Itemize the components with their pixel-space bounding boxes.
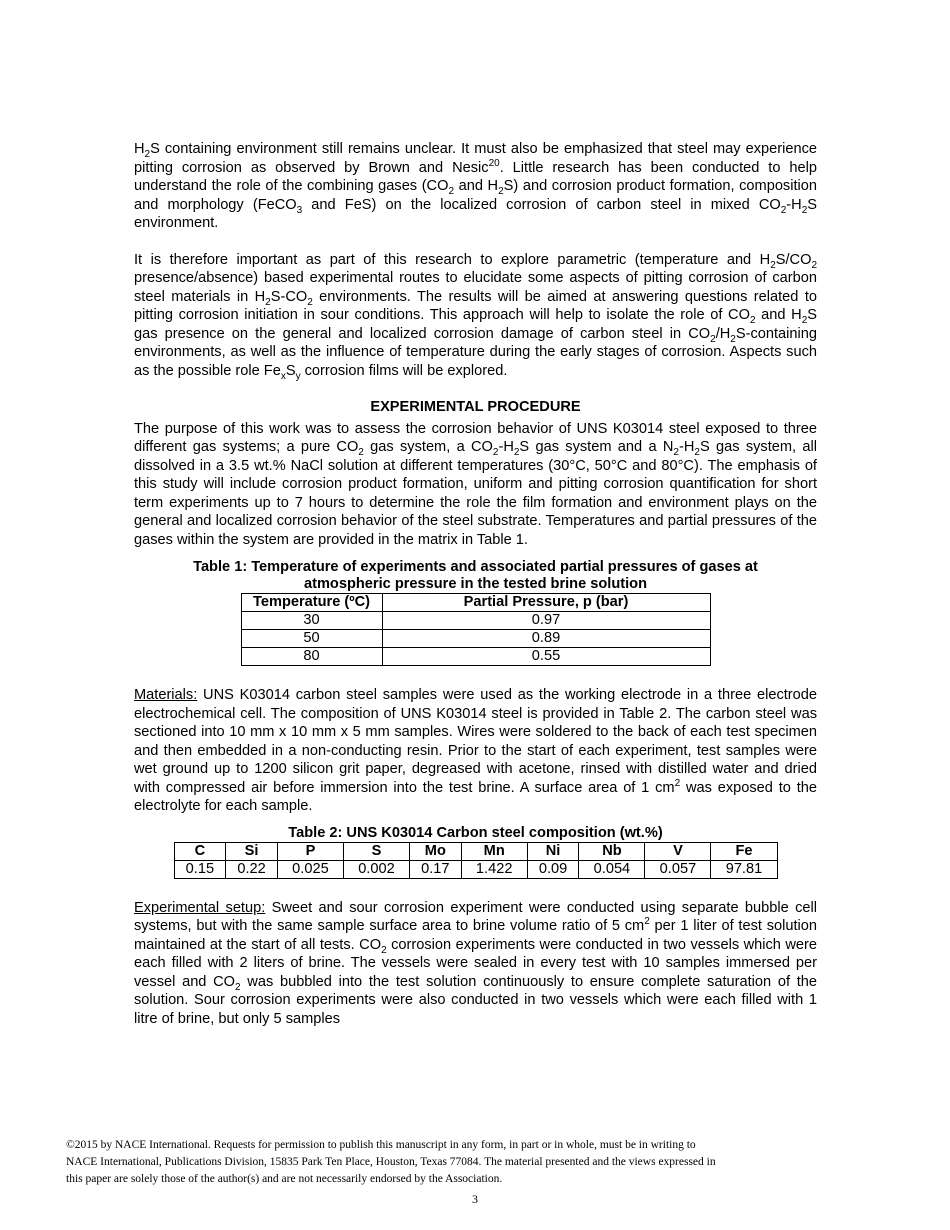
table-row: 0.15 0.22 0.025 0.002 0.17 1.422 0.09 0.054 0.057 97.81 bbox=[174, 860, 777, 878]
paragraph-procedure: The purpose of this work was to assess the corrosion behavior of UNS K03014 steel exposed to three different gas systems; a pure $CO_2$ gas system, a $CO_2-H_2S$ gas system and a $N_2-H_2S$ gas system, all dissolved in a 3.5 wt.% NaCl solution at different temperatures (30°C, 50°C and 80°C). The emphasis of this study will include corrosion product formation, uniform and pitting corrosion quantification for short term experiments up to 7 hours to determine the role the film formation and environment plays on the general and localized corrosion behavior of the steel substrate. Temperatures and partial pressures of the gases within the system are provided in the matrix in Table 1. bbox=[134, 420, 817, 548]
materials-label: Materials: bbox=[134, 687, 198, 703]
table2-caption: Table 2: UNS K03014 Carbon steel composition (wt.%) bbox=[288, 824, 663, 841]
table-temperature-pressure bbox=[241, 593, 711, 666]
table1-caption: Table 1: Temperature of experiments and associated partial pressures of gases at atmospheric pressure in the tested brine solution bbox=[193, 559, 758, 592]
paragraph-intro-continued: $H_2S$ containing environment still remains unclear. It must also be emphasized that steel may experience pitting corrosion as observed by Brown and Nesic$^{20}$. Little research has been conducted to help understand the role of the combining gases ($CO_2$ and $H_2S$) and corrosion product formation, composition and morphology (FeCO$_3$ and FeS) on the localized corrosion of carbon steel in mixed $CO_2-H_2S$ environment. bbox=[134, 141, 818, 231]
table-steel-composition: C Si P S Mo Mn Ni Nb V Fe 0.15 0.22 0.025 0.002 0.17 1.422 0.09 0.054 0.057 97.81 bbox=[174, 842, 778, 879]
paragraph-research-aim: It is therefore important as part of this research to explore parametric (temperature and $H_2S/CO_2$ presence/absence) based experimental routes to elucidate some aspects of pitting corrosion of carbon steel materials in $H_2S-CO_2$ environments. The results will be aimed at answering questions related to pitting corrosion initiation in sour conditions. This approach will help to isolate the role of $CO_2$ and $H_2S$ gas presence on the general and localized corrosion damage of carbon steel in $CO_2/H_2S$-containing environments, as well as the influence of temperature during the early stages of corrosion. Aspects such as the possible role $Fe_xS_y$ corrosion films will be explored. bbox=[134, 251, 817, 382]
table1-header: Temperature (ºC) bbox=[241, 594, 382, 612]
page-body bbox=[134, 140, 817, 1028]
citation-ref: 20 bbox=[488, 157, 500, 169]
setup-label: Experimental setup: bbox=[134, 899, 266, 916]
copyright-footer: ©2015 by NACE International. Requests for permission to publish this manuscript in any form, in part or in whole, must be in writing to NACE International, Publications Division, 15835 Park Ten Place, Houston, Texas 77084. The material presented and the views expressed in this paper are solely those of the author(s) and are not necessarily endorsed by the Association. bbox=[66, 1139, 716, 1185]
page-number: 3 bbox=[472, 1192, 478, 1206]
table-row: 80 0.55 bbox=[241, 648, 710, 666]
section-heading: EXPERIMENTAL PROCEDURE bbox=[370, 399, 581, 415]
table1-header: Partial Pressure, p (bar) bbox=[382, 594, 710, 612]
paragraph-experimental-setup: Experimental setup: Sweet and sour corrosion experiment were conducted using separate bubble cell systems, but with the same sample surface area to brine volume ratio of 5 $cm^2$ per 1 liter of test solution maintained at the start of all tests. $CO_2$ corrosion experiments were conducted in two vessels which were each filled with 2 liters of brine. The vessels were sealed in every test with 10 samples immersed per vessel and $CO_2$ was bubbled into the test solution continuously to ensure complete saturation of the solution. Sour corrosion experiments were also conducted in two vessels which were each filled with 1 litre of brine, but only 5 samples bbox=[134, 899, 818, 1027]
table-row: 30 0.97 bbox=[241, 612, 710, 630]
table-row: 50 0.89 bbox=[241, 630, 710, 648]
paragraph-materials: Materials: UNS K03014 carbon steel samples were used as the working electrode in a three electrode electrochemical cell. The composition of UNS K03014 steel is provided in Table 2. The carbon steel was sectioned into 10 mm x 10 mm x 5 mm samples. Wires were soldered to the back of each test specimen and then embedded in a non-conducting resin. Prior to the start of each experiment, test samples were wet ground up to 1200 silicon grit paper, degreased with acetone, rinsed with distilled water and dried with compressed air before immersion into the test brine. A surface area of 1 $cm^2$ was exposed to the electrolyte for each sample. bbox=[134, 687, 817, 814]
